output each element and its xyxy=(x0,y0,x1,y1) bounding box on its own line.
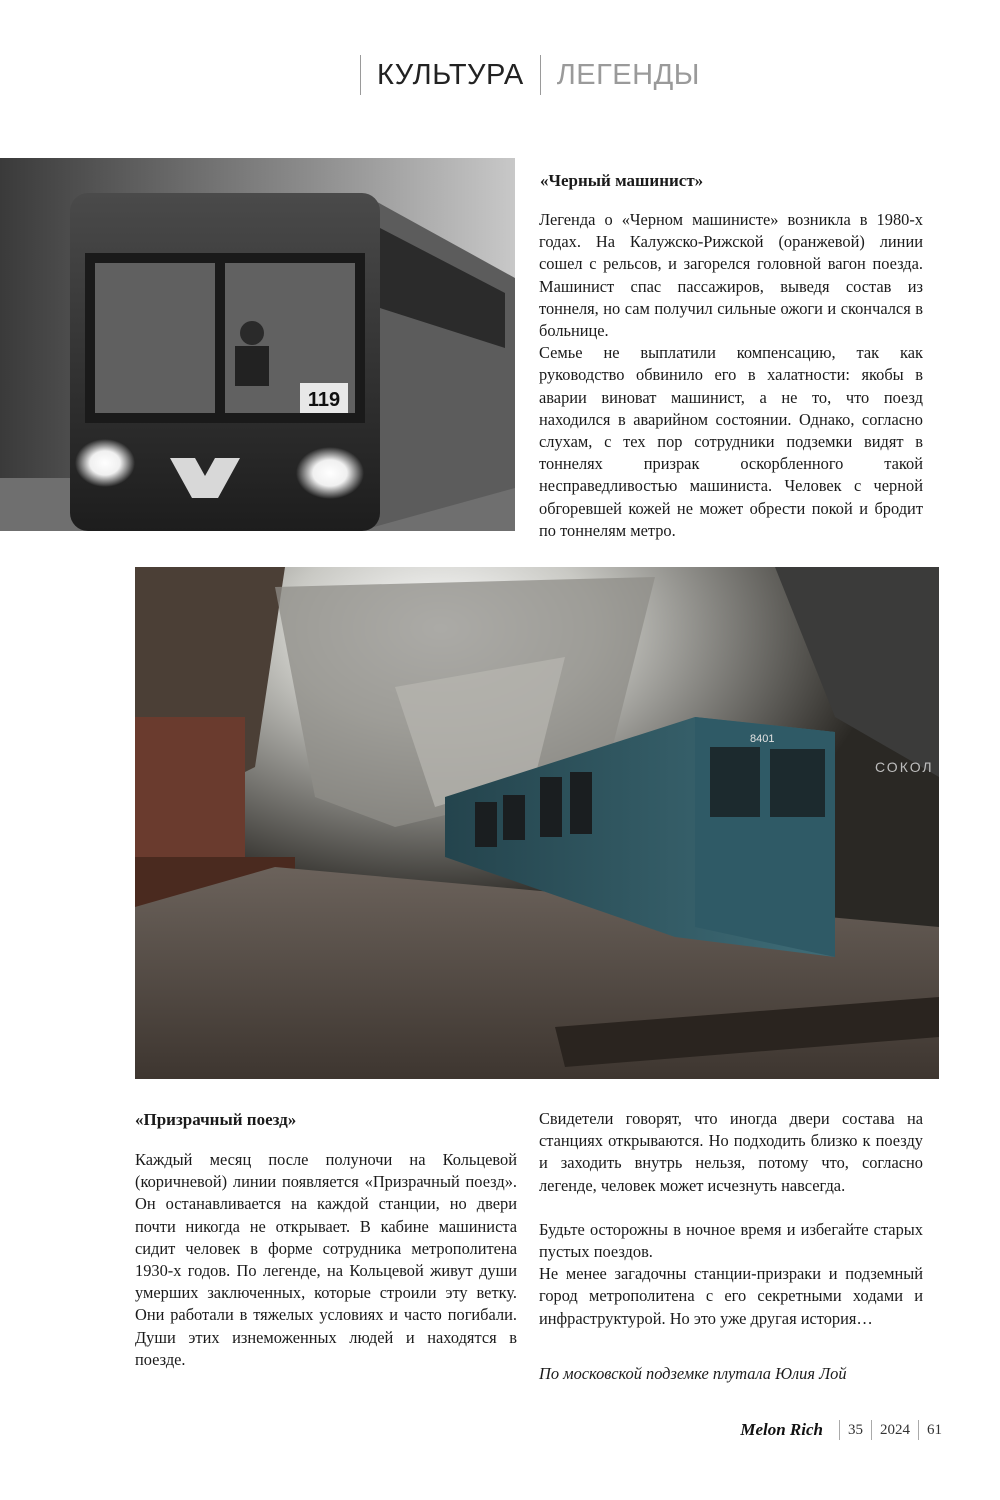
paragraph: Будьте осторожны в ночное время и избегайте старых пустых поездов. xyxy=(539,1219,923,1262)
page-footer xyxy=(740,1420,942,1440)
footer-divider xyxy=(839,1420,840,1440)
page-number: 61 xyxy=(927,1421,942,1438)
station-wall-text: СОКОЛ xyxy=(875,759,934,775)
paragraph: Свидетели говорят, что иногда двери состава на станциях открываются. Но подходить близко к поезду и заходить внутрь нельзя, потому что, согласно легенде, человек может исчезнуть навсегда. xyxy=(539,1109,923,1195)
paragraph: Каждый месяц после полуночи на Кольцевой (коричневой) линии появляется «Призрачный поезд». Он останавливается на каждой станции, но двери почти никогда не открывает. В кабине машиниста сидит человек в форме сотрудника метрополитена 1930-х годов. По легенде, на Кольцевой живут души умерших заключенных, которые строили эту ветку. Они работали в тяжелых условиях и часто погибали. Души этих изнеможенных людей и находятся в поезде. xyxy=(135,1150,517,1369)
page-header xyxy=(360,54,716,96)
train-number: 119 xyxy=(307,389,341,411)
header-subsection: ЛЕГЕНДЫ xyxy=(556,58,700,91)
footer-divider xyxy=(871,1420,872,1440)
ghost-train-number: 8401 xyxy=(750,733,775,745)
issue-number: 35 xyxy=(848,1421,863,1438)
article-body-ghost-train-left xyxy=(135,1149,517,1371)
paragraph: Не менее загадочны станции-призраки и подземный город метрополитена с его секретными ходами и инфраструктурой. Но это уже другая история… xyxy=(539,1264,923,1328)
article-body-black-driver xyxy=(539,209,923,542)
magazine-brand: Melon Rich xyxy=(740,1420,823,1439)
paragraph: Семье не выплатили компенсацию, так как руководство обвинило его в халатности: якобы в аварии виноват машинист, а не то, что поезд находился в аварийном состоянии. Однако, согласно слухам, с тех пор сотрудники подземки видят в тоннелях призрак оскорбленного такой несправедливостью машиниста. Человек с черной обгоревшей кожей не может обрести покой и бродит по тоннелям метро. xyxy=(539,343,923,540)
issue-year: 2024 xyxy=(880,1421,910,1438)
metro-train-photo xyxy=(0,158,515,531)
footer-divider xyxy=(918,1420,919,1440)
article-body-ghost-train-right xyxy=(539,1108,923,1330)
article-title-ghost-train: «Призрачный поезд» xyxy=(135,1110,297,1129)
header-section: КУЛЬТУРА xyxy=(377,58,524,91)
paragraph: Легенда о «Черном машинисте» возникла в 1980-х годах. На Калужско-Рижской (оранжевой) линии сошел с рельсов, и загорелся головной вагон поезда. Машинист спас пассажиров, выведя состав из тоннеля, но сам получил сильные ожоги и скончался в больнице. xyxy=(539,210,923,341)
article-title-black-driver: «Черный машинист» xyxy=(540,171,704,190)
ghost-train-photo xyxy=(135,567,939,1079)
author-byline: По московской подземке плутала Юлия Лой xyxy=(539,1364,847,1383)
